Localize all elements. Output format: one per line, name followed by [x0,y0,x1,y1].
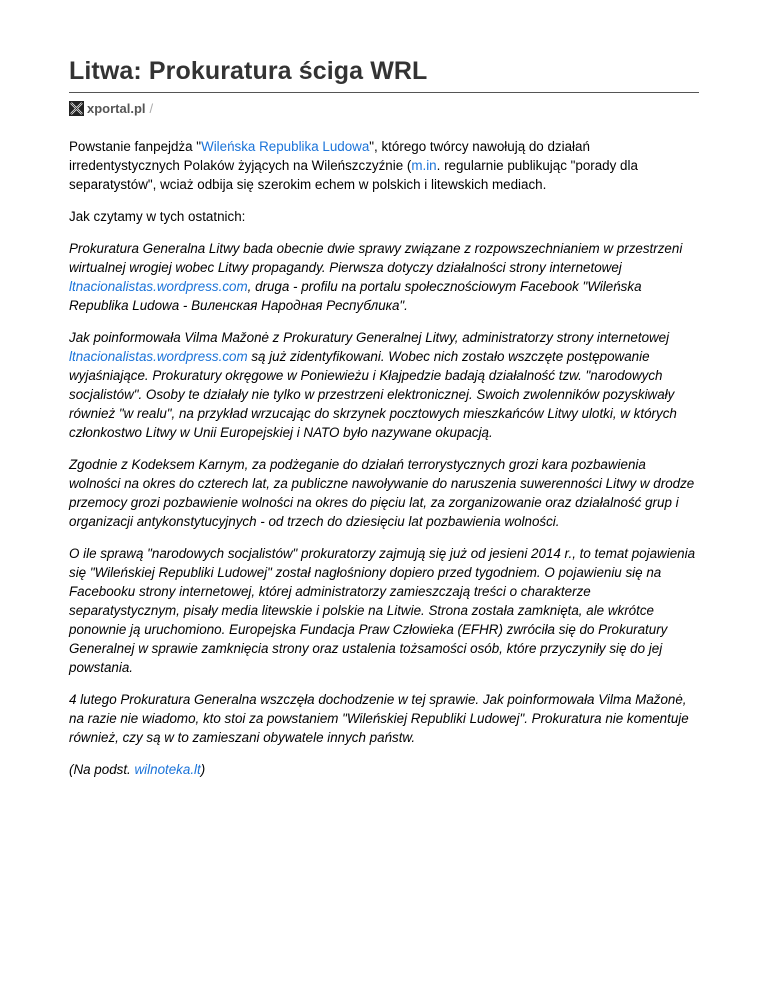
article-body [69,137,699,779]
title-divider [69,92,699,93]
quote-paragraph-5: 4 lutego Prokuratura Generalna wszczęła dochodzenie w tej sprawie. Jak poinformowała Vilma Mažonė, na razie nie wiadomo, kto stoi za powstaniem "Wileńskiej Republiki Ludowej". Prokuratura nie komentuje również, czy są w to zamieszani obywatele innych państw. [69,692,689,745]
source-line [69,99,699,117]
page-title: Litwa: Prokuratura ściga WRL [69,57,428,85]
source-attribution: (Na podst. wilnoteka.lt) [69,762,206,777]
quote-paragraph-1: Prokuratura Generalna Litwy bada obecnie dwie sprawy związane z rozpowszechnianiem w przestrzeni wirtualnej wrogiej wobec Litwy propagandy. Pierwsza dotyczy działalności strony internetowej ltnacionalistas.wordpress.com, druga - profilu na portalu społecznościowym Facebook "Wileńska Republika Ludowa - Виленская Народная Республика". [69,241,683,313]
lead-paragraph: Jak czytamy w tych ostatnich: [69,209,246,224]
link-m-in[interactable]: m.in [411,158,437,173]
source-name: xportal.pl [87,100,146,116]
link-ltnacionalistas-1[interactable]: ltnacionalistas.wordpress.com [69,279,248,294]
link-wilnoteka[interactable]: wilnoteka.lt [134,762,201,777]
quote-paragraph-2: Jak poinformowała Vilma Mažonė z Prokuratury Generalnej Litwy, administratorzy strony internetowej ltnacionalistas.wordpress.com są już zidentyfikowani. Wobec nich zostało wszczęte postępowanie wyjaśniające. Prokuratury okręgowe w Poniewieżu i Kłajpedzie badają działalność tzw. "narodowych socjalistów". Osoby te działały nie tylko w przestrzeni elektronicznej. Swoich zwolenników pozyskiwały również "w realu", na przykład wrzucając do skrzynek pocztowych mieszkańców Litwy ulotki, w których członkostwo Litwy w Unii Europejskiej i NATO było nazywane okupacją. [69,330,677,440]
link-ltnacionalistas-2[interactable]: ltnacionalistas.wordpress.com [69,349,248,364]
quote-paragraph-4: O ile sprawą "narodowych socjalistów" prokuratorzy zajmują się już od jesieni 2014 r., to temat pojawienia się "Wileńskiej Republiki Ludowej" został nagłośniony dopiero przed tygodniem. O pojawieniu się na Facebooku strony internetowej, której administratorzy zamieszczają treści o charakterze separatystycznym, pisały media litewskie i polskie na Litwie. Strona została zamknięta, ale wkrótce ponownie ją uruchomiono. Europejska Fundacja Praw Człowieka (EFHR) zwróciła się do Prokuratury Generalnej w sprawie zamknięcia strony oraz ustalenia tożsamości osób, które przyczyniły się do jej powstania. [69,546,696,675]
intro-paragraph: Powstanie fanpejdża "Wileńska Republika Ludowa", którego twórcy nawołują do działań irredentystycznych Polaków żyjących na Wileńszczyźnie (m.in. regularnie publikując "porady dla separatystów", wciaż odbija się szerokim echem w polskich i litewskich mediach. [69,139,638,192]
xportal-logo-icon [69,101,84,116]
link-wilenska-republika-ludowa[interactable]: Wileńska Republika Ludowa [201,139,370,154]
source-separator: / [149,100,154,116]
quote-paragraph-3: Zgodnie z Kodeksem Karnym, za podżeganie do działań terrorystycznych grozi kara pozbawienia wolności na okres do czterech lat, za publiczne nawoływanie do naruszenia suwerenności Litwy w drodze przemocy grozi pozbawienie wolności na okres do pięciu lat, za zorganizowanie oraz działalność grup i organizacji antykonstytucyjnych - od trzech do dziesięciu lat pozbawienia wolności. [69,457,695,529]
